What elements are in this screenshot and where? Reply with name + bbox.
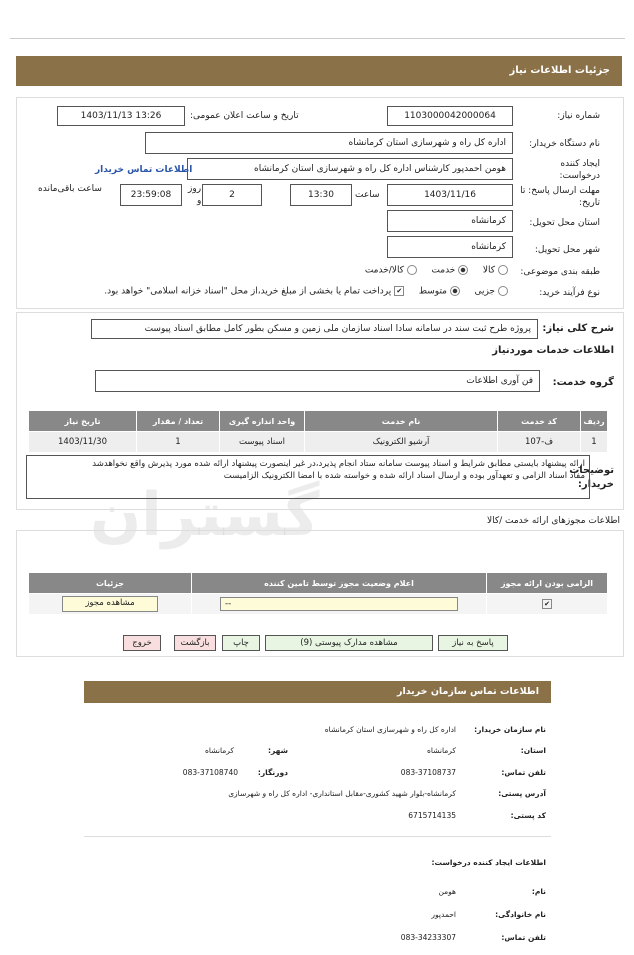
- radio-minor[interactable]: [498, 286, 508, 296]
- cell-name: آرشیو الکترونیک: [305, 432, 498, 453]
- cat-both-label: کالا/خدمت: [364, 265, 404, 276]
- deadline-date-field: 1403/11/16: [387, 184, 513, 206]
- creator-label: ایجاد کننده درخواست:: [559, 159, 600, 181]
- contact-address: کرمانشاه-بلوار شهید کشوری-مقابل استانداری- اداره کل راه و شهرسازی: [228, 789, 456, 798]
- contact-phone-label: تلفن تماس:: [501, 768, 546, 777]
- creator-name: هومن: [438, 887, 456, 896]
- radio-goods[interactable]: [498, 265, 508, 275]
- day-label: روز: [188, 184, 202, 194]
- contact-city-label: شهر:: [268, 746, 288, 755]
- services-title: اطلاعات خدمات موردنیاز: [492, 345, 614, 356]
- notes-line2: مفاد اسناد الزامی و تعهدآور بوده و ارسال اسناد ارائه شده و خواسته شده با امضا الکترونیک الزامیست: [223, 471, 585, 481]
- th-name: نام خدمت: [305, 411, 498, 432]
- permits-row: [29, 594, 608, 615]
- need-number-field: 1103000042000064: [387, 106, 513, 126]
- cell-details: [29, 594, 192, 615]
- province-field: کرمانشاه: [387, 210, 513, 232]
- creator-family: احمدپور: [431, 910, 456, 919]
- payment-note: پرداخت تمام یا بخشی از مبلغ خرید،از محل "اسناد خزانه اسلامی" خواهد بود.: [104, 286, 392, 297]
- contact-fax: 083-37108740: [182, 768, 238, 777]
- deadline-label: مهلت ارسال پاسخ: تا تاریخ:: [520, 186, 600, 208]
- days-field: 2: [202, 184, 262, 206]
- notes-line1: ارائه پیشنهاد بایستی مطابق شرایط و اسناد پیوست سامانه ستاد انجام پذیرد،در غیر اینصورت پیشنهاد ارائه شده مورد پذیرش واقع نخواهدشد: [92, 459, 585, 469]
- status-field: --: [220, 597, 458, 611]
- radio-service[interactable]: [458, 265, 468, 275]
- notes-box: [26, 455, 590, 499]
- contact-province-label: استان:: [520, 746, 546, 755]
- view-permit-button[interactable]: مشاهده مجوز: [62, 596, 158, 612]
- remaining-time-field: 23:59:08: [120, 184, 182, 206]
- th-date: تاریخ نیاز: [29, 411, 137, 432]
- group-field: فن آوری اطلاعات: [95, 370, 540, 392]
- th-unit: واحد اندازه گیری: [220, 411, 305, 432]
- notes-label: توضیحات خریدار:: [569, 465, 614, 490]
- th-qty: تعداد / مقدار: [137, 411, 220, 432]
- top-divider: [10, 38, 625, 39]
- radio-medium[interactable]: [450, 286, 460, 296]
- remaining-label: ساعت باقی‌مانده: [38, 184, 102, 194]
- contact-org: اداره کل راه و شهرسازی استان کرمانشاه: [324, 725, 456, 734]
- cell-qty: 1: [137, 432, 220, 453]
- cell-code: ف-107: [498, 432, 581, 453]
- permits-title: اطلاعات مجوزهای ارائه خدمت /کالا: [486, 516, 620, 526]
- th-row: ردیف: [581, 411, 608, 432]
- contact-org-label: نام سازمان خریدار:: [474, 725, 546, 734]
- creator-phone: 083-34233307: [400, 933, 456, 942]
- th-status: اعلام وضعیت مجوز توسط تامین کننده: [192, 573, 487, 594]
- th-code: کد خدمت: [498, 411, 581, 432]
- cat-goods-label: کالا: [482, 265, 495, 276]
- time-label: ساعت: [355, 190, 380, 200]
- th-required: الزامی بودن ارائه مجوز: [487, 573, 608, 594]
- deadline-time-field: 13:30: [290, 184, 352, 206]
- th-details: جزئیات: [29, 573, 192, 594]
- creator-phone-label: تلفن تماس:: [501, 933, 546, 942]
- creator-family-label: نام خانوادگی:: [495, 910, 546, 919]
- proc-minor-label: جزیی: [474, 286, 495, 297]
- creator-name-label: نام:: [531, 887, 546, 896]
- group-label: گروه خدمت:: [552, 377, 614, 388]
- contact-postal-label: کد پستی:: [510, 811, 546, 820]
- cell-status: [192, 594, 487, 615]
- services-table: [28, 410, 608, 453]
- province-label: استان محل تحویل:: [529, 218, 600, 228]
- creator-title: اطلاعات ایجاد کننده درخواست:: [431, 858, 546, 867]
- summary-field: پروژه طرح ثبت سند در سامانه سادا اسناد سازمان ملی زمین و مسکن بطور کامل مطابق اسناد پیوست: [91, 319, 538, 339]
- buyer-org-field: اداره کل راه و شهرسازی استان کرمانشاه: [145, 132, 513, 154]
- cell-date: 1403/11/30: [29, 432, 137, 453]
- table-row: [29, 432, 608, 453]
- back-button[interactable]: بازگشت: [174, 635, 216, 651]
- contact-title: اطلاعات تماس سازمان خریدار: [84, 681, 551, 703]
- summary-label: شرح کلی نیاز:: [542, 323, 614, 334]
- process-options: [104, 286, 511, 297]
- required-checkbox[interactable]: ✔: [542, 599, 552, 609]
- permits-header-row: [29, 573, 608, 594]
- category-options: [365, 265, 511, 276]
- watermark: گستران: [90, 480, 320, 550]
- contact-province: کرمانشاه: [426, 746, 456, 755]
- and-label: و: [197, 196, 202, 206]
- contact-address-label: آدرس پستی:: [498, 789, 546, 798]
- proc-medium-label: متوسط: [418, 286, 447, 297]
- attachments-button[interactable]: مشاهده مدارک پیوستی (9): [265, 635, 433, 651]
- cat-service-label: خدمت: [431, 265, 456, 276]
- cell-unit: اسناد پیوست: [220, 432, 305, 453]
- cell-required: [487, 594, 608, 615]
- buyer-org-label: نام دستگاه خریدار:: [529, 139, 600, 149]
- contact-fax-label: دورنگار:: [257, 768, 288, 777]
- category-label: طبقه بندی موضوعی:: [520, 267, 600, 277]
- creator-field: هومن احمدپور کارشناس اداره کل راه و شهرسازی استان کرمانشاه: [187, 158, 513, 180]
- city-label: شهر محل تحویل:: [534, 245, 600, 255]
- city-field: کرمانشاه: [387, 236, 513, 258]
- announce-label: تاریخ و ساعت اعلان عمومی:: [190, 111, 299, 121]
- need-number-label: شماره نیاز:: [557, 111, 600, 121]
- exit-button[interactable]: خروج: [123, 635, 161, 651]
- announce-field: 1403/11/13 13:26: [57, 106, 185, 126]
- contact-phone: 083-37108737: [400, 768, 456, 777]
- permits-table: [28, 572, 608, 615]
- radio-both[interactable]: [407, 265, 417, 275]
- contact-divider: [84, 836, 551, 837]
- contact-postal: 6715714135: [408, 811, 456, 820]
- contact-info-link[interactable]: اطلاعات تماس خریدار: [95, 165, 193, 175]
- cell-row: 1: [581, 432, 608, 453]
- payment-checkbox[interactable]: ✔: [394, 286, 404, 296]
- table-header-row: [29, 411, 608, 432]
- contact-city: کرمانشاه: [204, 746, 234, 755]
- print-button[interactable]: چاپ: [222, 635, 260, 651]
- reply-button[interactable]: پاسخ به نیاز: [438, 635, 508, 651]
- page-title: جزئیات اطلاعات نیاز: [16, 56, 622, 86]
- process-label: نوع فرآیند خرید:: [539, 288, 600, 298]
